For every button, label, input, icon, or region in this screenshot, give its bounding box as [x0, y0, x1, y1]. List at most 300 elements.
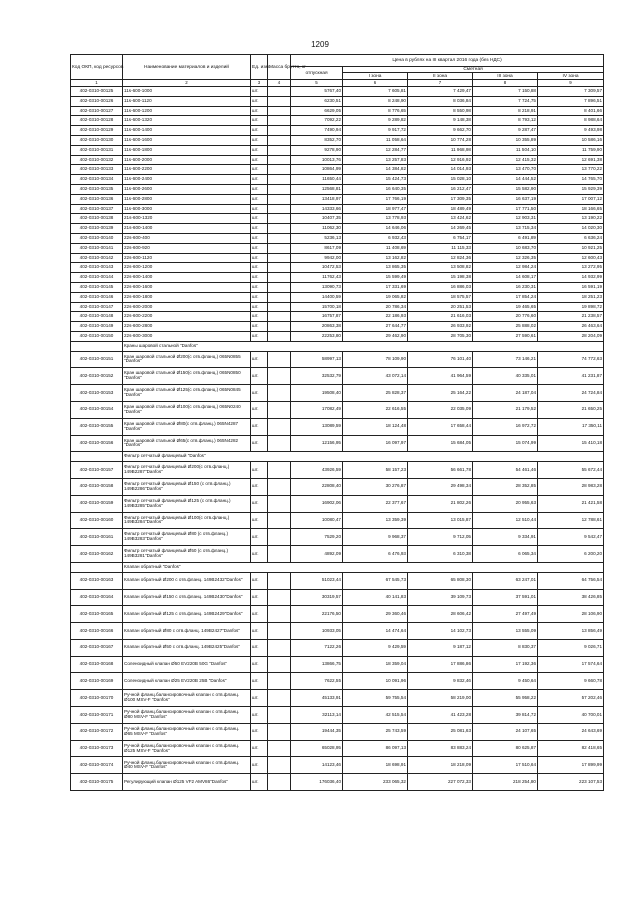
table-row: [71, 572, 604, 589]
row-zone-1-price: 17 766,19: [343, 194, 408, 204]
row-code: 402-0310-00145: [71, 282, 123, 292]
row-mass: [268, 512, 291, 529]
table-row: [71, 106, 604, 116]
row-unit: шт.: [251, 136, 268, 146]
table-row: [71, 623, 604, 640]
row-mass: [268, 292, 291, 302]
row-mass: [268, 435, 291, 452]
row-zone-2-price: 13 424,62: [408, 214, 473, 224]
row-zone-2-price: 14 269,45: [408, 224, 473, 234]
row-name: 11s-600-3000: [123, 204, 251, 214]
row-code: 402-0310-00132: [71, 155, 123, 165]
row-mass: [268, 243, 291, 253]
row-unit: шт.: [251, 656, 268, 673]
row-mass: [268, 690, 291, 707]
table-row: [71, 495, 604, 512]
table-row: [71, 351, 604, 368]
row-zone-3-price: 54 461,46: [473, 462, 538, 479]
row-mass: [268, 656, 291, 673]
row-zone-2-price: 20 251,53: [408, 302, 473, 312]
row-zone-2-price: 11 115,33: [408, 243, 473, 253]
row-zone-3-price: 12 415,32: [473, 155, 538, 165]
row-release-price: 8617,09: [291, 243, 343, 253]
row-mass: [268, 707, 291, 724]
row-release-price: 5767,40: [291, 87, 343, 97]
table-row: [71, 263, 604, 273]
row-code: 402-0310-00168: [71, 656, 123, 673]
row-mass: [268, 368, 291, 385]
row-release-price: 65028,95: [291, 740, 343, 757]
table-row: [71, 214, 604, 224]
section-code-cell: [71, 562, 123, 572]
table-row: [71, 690, 604, 707]
row-zone-3-price: 9 334,91: [473, 529, 538, 546]
row-mass: [268, 145, 291, 155]
row-release-price: 13866,75: [291, 656, 343, 673]
row-name: Ручной фланц.балансировочный клапан с отв.фланц. Ø80 MSV-F "Danfos": [123, 707, 251, 724]
row-code: 402-0310-00174: [71, 757, 123, 774]
row-name: Клапан обратный Ø50 с отв.фланц. 149B2425"Danfos": [123, 639, 251, 656]
row-zone-2-price: 65 808,30: [408, 572, 473, 589]
row-unit: шт.: [251, 385, 268, 402]
price-table: [70, 54, 604, 791]
table-row: [71, 96, 604, 106]
row-zone-1-price: 14 646,06: [343, 224, 408, 234]
table-row: [71, 185, 604, 195]
row-zone-2-price: 10 774,28: [408, 136, 473, 146]
row-zone-4-price: 9 660,78: [538, 673, 604, 690]
row-zone-3-price: 17 192,36: [473, 656, 538, 673]
row-name: 11s-600-2800: [123, 194, 251, 204]
row-zone-4-price: 64 756,54: [538, 572, 604, 589]
row-mass: [268, 774, 291, 791]
row-zone-3-price: 17 854,24: [473, 292, 538, 302]
row-zone-4-price: 26 463,64: [538, 322, 604, 332]
row-zone-3-price: 8 218,91: [473, 106, 538, 116]
row-name: 22s-600-1800: [123, 292, 251, 302]
row-unit: шт.: [251, 401, 268, 418]
row-zone-2-price: 17 886,86: [408, 656, 473, 673]
row-name: Ручной фланц.балансировочный клапан с отв.фланц. Ø40 MSV-F "Danfos": [123, 757, 251, 774]
row-unit: шт.: [251, 707, 268, 724]
row-zone-1-price: 19 065,82: [343, 292, 408, 302]
header-zone-4: IV зона: [538, 73, 604, 80]
header-estimate: Сметная: [343, 67, 604, 73]
table-row: [71, 204, 604, 214]
row-zone-4-price: 24 643,69: [538, 723, 604, 740]
row-unit: шт.: [251, 546, 268, 563]
row-zone-3-price: 6 065,34: [473, 546, 538, 563]
row-mass: [268, 478, 291, 495]
row-release-price: 19508,40: [291, 385, 343, 402]
row-name: 11s-600-2600: [123, 185, 251, 195]
row-code: 402-0310-00152: [71, 368, 123, 385]
row-name: 11s-600-1400: [123, 126, 251, 136]
row-mass: [268, 175, 291, 185]
row-unit: шт.: [251, 292, 268, 302]
row-unit: шт.: [251, 263, 268, 273]
row-code: 402-0310-00155: [71, 418, 123, 435]
row-zone-3-price: 15 074,99: [473, 435, 538, 452]
row-name: 11s-600-1120: [123, 96, 251, 106]
row-release-price: 7122,26: [291, 639, 343, 656]
row-zone-4-price: 12 788,61: [538, 512, 604, 529]
section-row: [71, 562, 604, 572]
row-zone-1-price: 13 865,35: [343, 263, 408, 273]
row-name: 22s-600-400: [123, 233, 251, 243]
row-zone-1-price: 30 276,87: [343, 478, 408, 495]
row-code: 402-0310-00147: [71, 302, 123, 312]
row-unit: шт.: [251, 253, 268, 263]
row-zone-1-price: 13 162,82: [343, 253, 408, 263]
table-row: [71, 194, 604, 204]
row-release-price: 10472,53: [291, 263, 343, 273]
row-zone-1-price: 42 515,54: [343, 707, 408, 724]
page-number: 1209: [311, 40, 329, 49]
row-name: 22s-600-3000: [123, 331, 251, 341]
row-name: 21s-600-1400: [123, 224, 251, 234]
row-code: 402-0310-00165: [71, 606, 123, 623]
row-zone-3-price: 17 510,64: [473, 757, 538, 774]
row-unit: шт.: [251, 126, 268, 136]
row-zone-1-price: 25 828,37: [343, 385, 408, 402]
table-row: [71, 462, 604, 479]
row-zone-3-price: 9 450,64: [473, 673, 538, 690]
row-zone-2-price: 83 883,24: [408, 740, 473, 757]
row-zone-2-price: 16 212,47: [408, 185, 473, 195]
row-name: 11s-600-2000: [123, 155, 251, 165]
row-zone-3-price: 6 491,89: [473, 233, 538, 243]
section-title: Клапан обратный "Danfos": [123, 562, 604, 572]
row-zone-1-price: 13 359,39: [343, 512, 408, 529]
row-release-price: 10080,47: [291, 512, 343, 529]
row-zone-4-price: 28 204,09: [538, 331, 604, 341]
row-release-price: 11062,30: [291, 224, 343, 234]
row-mass: [268, 673, 291, 690]
row-code: 402-0310-00170: [71, 690, 123, 707]
row-zone-4-price: 17 574,64: [538, 656, 604, 673]
row-zone-1-price: 27 644,77: [343, 322, 408, 332]
row-mass: [268, 224, 291, 234]
row-zone-4-price: 74 772,63: [538, 351, 604, 368]
row-zone-1-price: 20 786,34: [343, 302, 408, 312]
row-name: Кран шаровой стальной Ø125(с отв.фланц.) 065N0845 "Danfos": [123, 385, 251, 402]
row-zone-2-price: 26 933,92: [408, 322, 473, 332]
row-zone-1-price: 22 616,55: [343, 401, 408, 418]
row-code: 402-0310-00153: [71, 385, 123, 402]
row-zone-4-price: 14 020,30: [538, 224, 604, 234]
row-zone-3-price: 13 715,34: [473, 224, 538, 234]
row-zone-1-price: 16 097,97: [343, 435, 408, 452]
row-unit: шт.: [251, 351, 268, 368]
row-zone-4-price: 38 426,85: [538, 589, 604, 606]
header-mass: Масса брутто, кг: [268, 55, 291, 80]
row-mass: [268, 302, 291, 312]
row-unit: шт.: [251, 87, 268, 97]
row-name: Фильтр сетчатый фланцевый Ø200(с отв.фланц.) 149B2287"Danfos": [123, 462, 251, 479]
row-release-price: 12568,81: [291, 185, 343, 195]
row-release-price: 32113,14: [291, 707, 343, 724]
table-row: [71, 401, 604, 418]
row-release-price: 7622,55: [291, 673, 343, 690]
row-mass: [268, 185, 291, 195]
column-index: 1: [71, 80, 123, 87]
row-zone-1-price: 43 072,14: [343, 368, 408, 385]
row-release-price: 19444,35: [291, 723, 343, 740]
row-zone-2-price: 28 606,42: [408, 606, 473, 623]
row-zone-2-price: 9 148,38: [408, 116, 473, 126]
row-name: Фильтр сетчатый фланцевый Ø150 (с отв.фланц.) 149B2286"Danfos": [123, 478, 251, 495]
row-code: 402-0310-00162: [71, 546, 123, 563]
row-code: 402-0310-00135: [71, 185, 123, 195]
row-zone-3-price: 20 955,63: [473, 495, 538, 512]
row-zone-3-price: 37 591,01: [473, 589, 538, 606]
row-mass: [268, 322, 291, 332]
header-code: Код ОКП, код ресурсов: [71, 55, 123, 80]
section-code-cell: [71, 452, 123, 462]
row-zone-1-price: 15 599,49: [343, 273, 408, 283]
row-zone-4-price: 17 899,99: [538, 757, 604, 774]
row-release-price: 4892,09: [291, 546, 343, 563]
table-row: [71, 155, 604, 165]
row-unit: шт.: [251, 740, 268, 757]
row-zone-2-price: 41 964,59: [408, 368, 473, 385]
row-unit: шт.: [251, 757, 268, 774]
row-zone-2-price: 39 109,73: [408, 589, 473, 606]
row-mass: [268, 214, 291, 224]
row-zone-2-price: 56 661,78: [408, 462, 473, 479]
row-zone-1-price: 6 476,93: [343, 546, 408, 563]
row-name: Ручной фланц.балансировочный клапан с отв.фланц. Ø65 MSV-F "Danfos": [123, 723, 251, 740]
row-zone-2-price: 17 658,44: [408, 418, 473, 435]
row-release-price: 22808,40: [291, 478, 343, 495]
row-zone-1-price: 6 932,43: [343, 233, 408, 243]
header-name: Наименование материалов и изделий: [123, 55, 251, 80]
row-zone-2-price: 14 014,93: [408, 165, 473, 175]
row-code: 402-0310-00172: [71, 723, 123, 740]
row-zone-4-price: 13 190,22: [538, 214, 604, 224]
row-code: 402-0310-00138: [71, 214, 123, 224]
row-unit: шт.: [251, 214, 268, 224]
table-row: [71, 673, 604, 690]
row-zone-4-price: 9 026,71: [538, 639, 604, 656]
row-code: 402-0310-00171: [71, 707, 123, 724]
table-row: [71, 292, 604, 302]
row-mass: [268, 96, 291, 106]
row-zone-1-price: 29 360,46: [343, 606, 408, 623]
row-name: 21s-600-1320: [123, 214, 251, 224]
table-row: [71, 302, 604, 312]
row-zone-2-price: 15 028,10: [408, 175, 473, 185]
row-unit: шт.: [251, 233, 268, 243]
row-code: 402-0310-00158: [71, 478, 123, 495]
row-mass: [268, 589, 291, 606]
row-zone-4-price: 17 007,12: [538, 194, 604, 204]
table-row: [71, 282, 604, 292]
row-release-price: 30319,57: [291, 589, 343, 606]
row-zone-3-price: 16 230,31: [473, 282, 538, 292]
row-unit: шт.: [251, 462, 268, 479]
table-row: [71, 385, 604, 402]
row-name: Кран шаровой стальной Ø150(с отв.фланц.) 065N0850 "Danfos": [123, 368, 251, 385]
row-name: 22s-600-1120: [123, 253, 251, 263]
row-zone-3-price: 10 683,70: [473, 243, 538, 253]
row-zone-1-price: 12 284,77: [343, 145, 408, 155]
row-name: Кран шаровой стальной Ø65(с отв.фланц.) 065N4282 "Danfos": [123, 435, 251, 452]
row-code: 402-0310-00140: [71, 233, 123, 243]
row-unit: шт.: [251, 589, 268, 606]
row-zone-2-price: 58 219,00: [408, 690, 473, 707]
row-code: 402-0310-00129: [71, 126, 123, 136]
row-unit: шт.: [251, 512, 268, 529]
row-release-price: 176036,40: [291, 774, 343, 791]
row-unit: шт.: [251, 116, 268, 126]
header-unit: Ед. изм.: [251, 55, 268, 80]
row-zone-1-price: 15 424,73: [343, 175, 408, 185]
row-code: 402-0310-00159: [71, 495, 123, 512]
row-unit: шт.: [251, 145, 268, 155]
row-code: 402-0310-00157: [71, 462, 123, 479]
row-zone-1-price: 13 778,93: [343, 214, 408, 224]
row-zone-3-price: 19 465,65: [473, 302, 538, 312]
row-release-price: 32532,79: [291, 368, 343, 385]
row-code: 402-0310-00151: [71, 351, 123, 368]
row-name: 22s-600-1400: [123, 273, 251, 283]
table-row: [71, 312, 604, 322]
row-code: 402-0310-00143: [71, 263, 123, 273]
row-release-price: 51023,44: [291, 572, 343, 589]
row-mass: [268, 165, 291, 175]
row-code: 402-0310-00126: [71, 96, 123, 106]
column-index: 3: [251, 80, 268, 87]
row-zone-4-price: 13 856,49: [538, 623, 604, 640]
row-release-price: 22253,80: [291, 331, 343, 341]
row-code: 402-0310-00128: [71, 116, 123, 126]
table-row: [71, 418, 604, 435]
table-row: [71, 529, 604, 546]
row-code: 402-0310-00173: [71, 740, 123, 757]
row-zone-4-price: 12 600,43: [538, 253, 604, 263]
table-row: [71, 368, 604, 385]
row-zone-4-price: 28 106,90: [538, 606, 604, 623]
row-zone-3-price: 20 776,60: [473, 312, 538, 322]
row-name: 22s-600-2800: [123, 322, 251, 332]
row-mass: [268, 204, 291, 214]
row-zone-4-price: 40 700,01: [538, 707, 604, 724]
row-mass: [268, 401, 291, 418]
row-code: 402-0310-00137: [71, 204, 123, 214]
row-zone-1-price: 9 429,59: [343, 639, 408, 656]
section-title: Краны шаровой стальной "Danfos": [123, 341, 604, 351]
row-zone-2-price: 41 423,28: [408, 707, 473, 724]
table-row: [71, 273, 604, 283]
row-mass: [268, 253, 291, 263]
table-row: [71, 656, 604, 673]
row-mass: [268, 116, 291, 126]
row-zone-3-price: 39 814,72: [473, 707, 538, 724]
row-code: 402-0310-00142: [71, 253, 123, 263]
row-zone-2-price: 9 832,46: [408, 673, 473, 690]
row-unit: шт.: [251, 673, 268, 690]
row-mass: [268, 495, 291, 512]
row-mass: [268, 462, 291, 479]
row-unit: шт.: [251, 331, 268, 341]
table-row: [71, 322, 604, 332]
row-unit: шт.: [251, 623, 268, 640]
row-zone-1-price: 25 743,59: [343, 723, 408, 740]
table-row: [71, 512, 604, 529]
table-row: [71, 243, 604, 253]
row-unit: шт.: [251, 495, 268, 512]
row-zone-2-price: 15 684,05: [408, 435, 473, 452]
row-release-price: 10013,76: [291, 155, 343, 165]
row-zone-1-price: 10 091,96: [343, 673, 408, 690]
row-zone-3-price: 8 830,37: [473, 639, 538, 656]
row-zone-2-price: 15 198,38: [408, 273, 473, 283]
row-zone-2-price: 76 101,40: [408, 351, 473, 368]
row-zone-3-price: 80 625,87: [473, 740, 538, 757]
row-unit: шт.: [251, 155, 268, 165]
row-name: 22s-600-2200: [123, 312, 251, 322]
row-mass: [268, 87, 291, 97]
row-zone-1-price: 86 097,13: [343, 740, 408, 757]
row-zone-2-price: 28 705,30: [408, 331, 473, 341]
row-release-price: 7490,94: [291, 126, 343, 136]
row-zone-4-price: 223 107,53: [538, 774, 604, 791]
row-zone-3-price: 14 608,17: [473, 273, 538, 283]
row-zone-1-price: 7 605,81: [343, 87, 408, 97]
row-zone-3-price: 27 590,61: [473, 331, 538, 341]
row-zone-3-price: 55 958,22: [473, 690, 538, 707]
row-release-price: 7092,22: [291, 116, 343, 126]
row-zone-1-price: 17 331,69: [343, 282, 408, 292]
row-zone-4-price: 10 921,25: [538, 243, 604, 253]
row-release-price: 10864,99: [291, 165, 343, 175]
row-zone-4-price: 24 724,84: [538, 385, 604, 402]
row-name: Ручной фланц.балансировочный клапан с отв.фланц. Ø125 MSV-F "Danfos": [123, 740, 251, 757]
row-release-price: 10933,05: [291, 623, 343, 640]
row-zone-4-price: 28 983,28: [538, 478, 604, 495]
row-unit: шт.: [251, 529, 268, 546]
row-zone-4-price: 12 691,38: [538, 155, 604, 165]
row-zone-4-price: 7 309,57: [538, 87, 604, 97]
row-name: Фильтр сетчатый фланцевый Ø50 (с отв.фланц.) 149B3281"Danfos": [123, 546, 251, 563]
row-name: 11s-600-1320: [123, 116, 251, 126]
header-zone-1: I зона: [343, 73, 408, 80]
header-price-title: Цена в рублях на III квартал 2016 года (без НДС): [291, 55, 604, 67]
row-zone-2-price: 9 712,05: [408, 529, 473, 546]
row-zone-1-price: 78 109,90: [343, 351, 408, 368]
table-row: [71, 136, 604, 146]
table-row: [71, 224, 604, 234]
row-release-price: 14123,46: [291, 757, 343, 774]
row-zone-2-price: 22 035,09: [408, 401, 473, 418]
row-zone-2-price: 18 575,57: [408, 292, 473, 302]
row-unit: шт.: [251, 322, 268, 332]
table-row: [71, 165, 604, 175]
row-name: 11s-600-2400: [123, 175, 251, 185]
row-name: Клапан обратный Ø150 с отв.фланц. 149B2430"Danfos": [123, 589, 251, 606]
row-code: 402-0310-00156: [71, 435, 123, 452]
row-name: Клапан обратный Ø200 с отв.фланц. 149B2432"Danfos": [123, 572, 251, 589]
row-unit: шт.: [251, 273, 268, 283]
row-zone-2-price: 8 550,98: [408, 106, 473, 116]
row-name: 22s-600-920: [123, 243, 251, 253]
column-index-row: [71, 80, 604, 87]
row-name: Соленоидный клапан Ø25 EV220B 25B "Danfos": [123, 673, 251, 690]
row-zone-3-price: 12 903,31: [473, 214, 538, 224]
row-zone-3-price: 12 510,44: [473, 512, 538, 529]
